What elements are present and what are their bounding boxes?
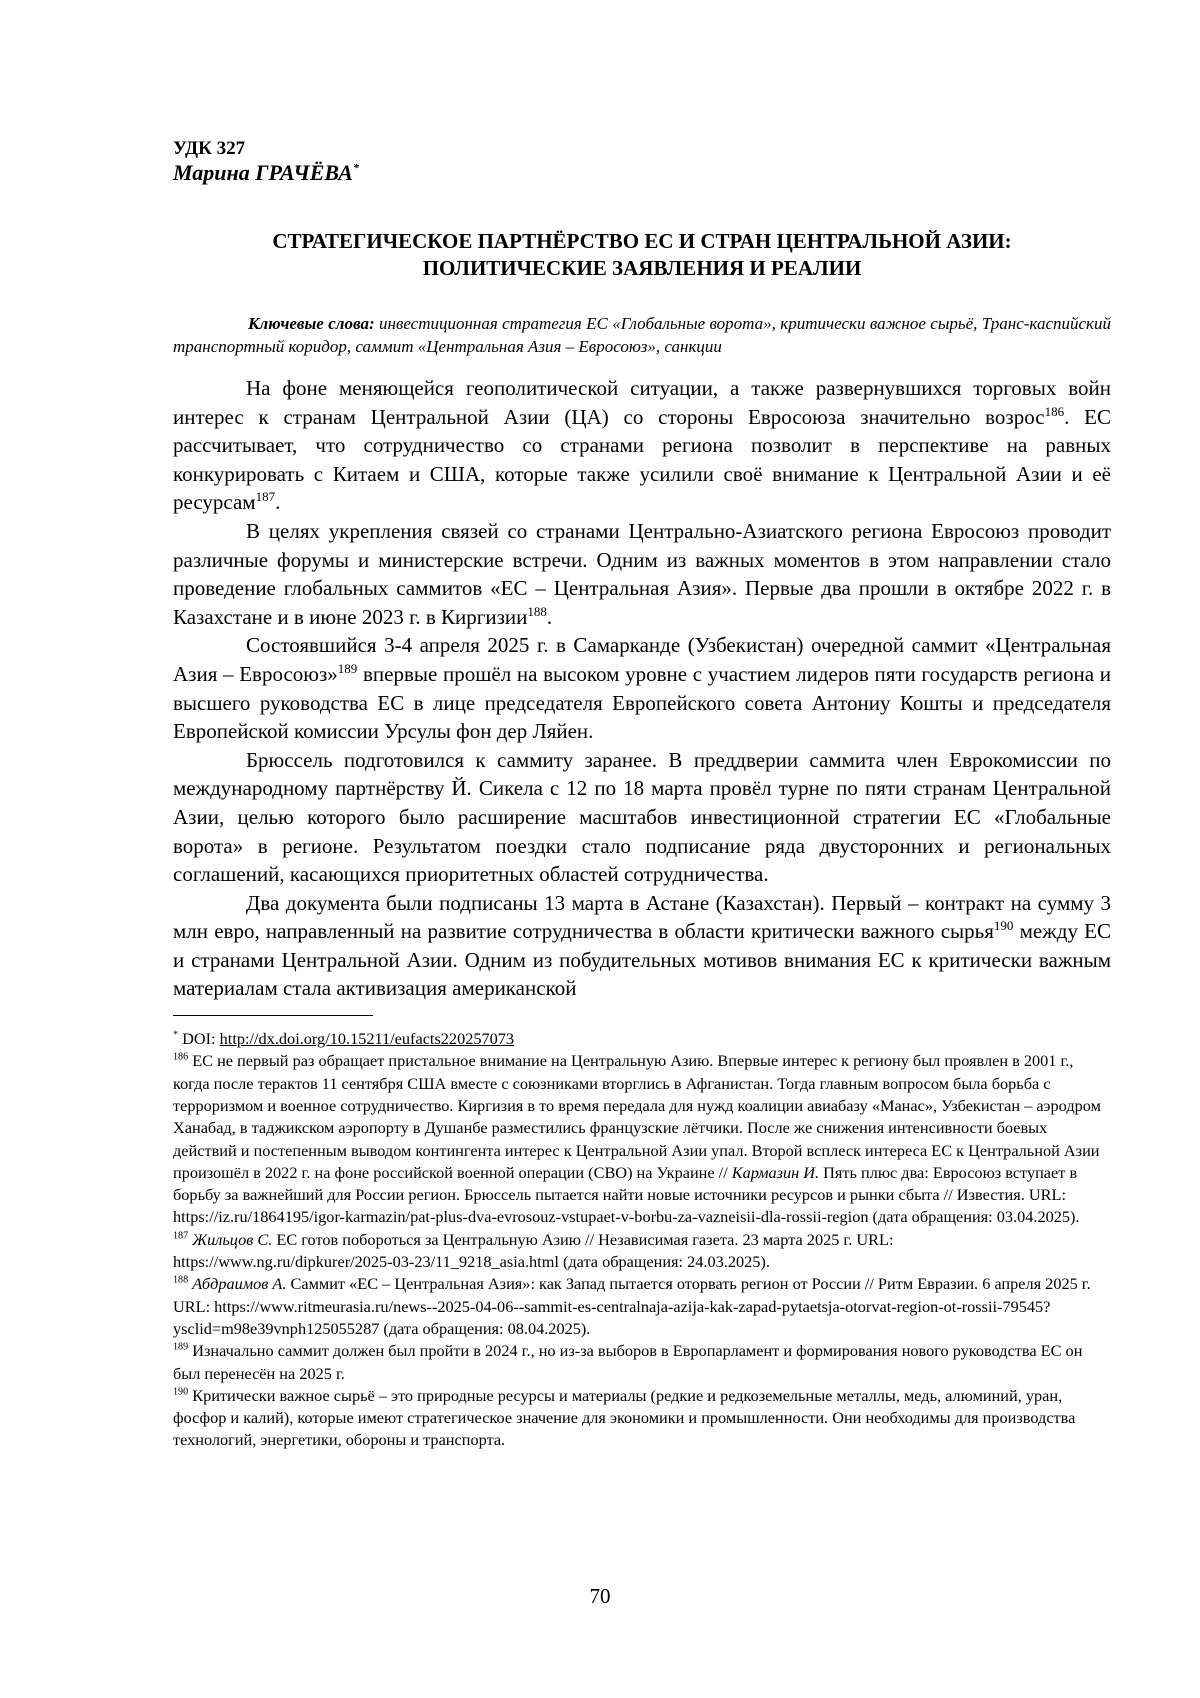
paragraph-2-text-a: В целях укрепления связей со странами Центрально-Азиатского региона Евросоюз проводит различные форумы и министерские встречи. Одним из важных моментов в этом направлении стало проведение глобальных саммитов «ЕС – Центральная Азия». Первые два прошли в октябре 2022 г. в Казахстане и в июне 2023 г. в Киргизии: [173, 518, 1111, 629]
footnote-ref-190[interactable]: 190: [993, 918, 1014, 934]
footnote-186-number: 186: [173, 1051, 189, 1063]
footnote-ref-188[interactable]: 188: [527, 603, 547, 619]
footnote-190: [173, 1385, 1111, 1452]
udk-code: УДК 327: [173, 138, 246, 159]
footnote-doi: [173, 1028, 1111, 1050]
paragraph-1-text-b: . ЕС рассчитывает, что сотрудничество со странами региона позволит в перспективе на равных конкурировать с Китаем и США, которые также усилили своё внимание к Центральной Азии и её ресурсам: [173, 404, 1111, 515]
footnote-188: [173, 1273, 1111, 1340]
article-title: [173, 228, 1111, 282]
keywords-label: Ключевые слова:: [248, 314, 375, 333]
paragraph-3-text-b: впервые прошёл на высоком уровне с участием лидеров пяти государств региона и высшего руководства ЕС в лице председателя Европейского совета Антониу Кошты и председателя Европейской комиссии Урсулы фон дер Ляйен.: [173, 661, 1111, 744]
footnote-186-author: Кармазин И.: [731, 1162, 820, 1182]
footnote-186-text-a: ЕС не первый раз обращает пристальное внимание на Центральную Азию. Впервые интерес к региону был проявлен в 2001 г., когда после терактов 11 сентября США вместе с союзниками вторглись в Афганистан. Тогда главным вопросом была борьба с терроризмом и военное сотрудничество. Киргизия в то время передала для нужд коалиции авиабазу «Манас», Узбекистан – аэродром Ханабад, в таджикском аэропорту в Душанбе разместились французские лётчики. После же снижения интенсивности боевых действий и постепенным выводом контингента интерес к Центральной Азии упал. Второй всплеск интереса ЕС к Центральной Азии произошёл в 2022 г. на фоне российской военной операции (СВО) на Украине //: [173, 1051, 1101, 1182]
paragraph-5: [173, 889, 1111, 1003]
footnote-189-number: 189: [173, 1341, 189, 1353]
footnote-188-text: Саммит «ЕС – Центральная Азия»: как Запад пытается оторвать регион от России // Ритм Евразии. 6 апреля 2025 г. URL: https://www.ritmeurasia.ru/news--2025-04-06--sammit-es-centralnaja-azija-kak-zapad-pytaetsja-otorvat-region-ot-rossii-79545?ysclid=m98e39vnph125055287 (дата обращения: 08.04.2025).: [173, 1274, 1091, 1338]
footnote-doi-mark: *: [173, 1029, 179, 1041]
article-body: [173, 374, 1111, 1003]
page-number: 70: [589, 1584, 611, 1608]
footnote-ref-186[interactable]: 186: [1044, 403, 1065, 419]
footnote-188-author: Абдраимов А.: [192, 1274, 287, 1294]
footnote-188-number: 188: [173, 1274, 189, 1286]
footnote-189: [173, 1340, 1111, 1385]
paragraph-2: [173, 517, 1111, 631]
footnote-186-text-b: Пять плюс два: Евросоюз вступает в борьбу за важнейший для России регион. Брюссель пытается найти новые источники ресурсов и рынки сбыта // Известия. URL: https://iz.ru/1864195/igor-karmazin/pat-plus-dva-evrosouz-vstupaet-v-borbu-za-vazneisii-dla-rossii-region (дата обращения: 03.04.2025).: [173, 1162, 1080, 1227]
doi-link[interactable]: http://dx.doi.org/10.15211/eufacts220257073: [219, 1029, 515, 1049]
article-title-line-2: ПОЛИТИЧЕСКИЕ ЗАЯВЛЕНИЯ И РЕАЛИИ: [422, 256, 862, 280]
author-name-text: Марина ГРАЧЁВА: [173, 160, 353, 185]
footnote-ref-187[interactable]: 187: [255, 489, 276, 505]
footnotes: [173, 1028, 1111, 1452]
article-title-line-1: СТРАТЕГИЧЕСКОЕ ПАРТНЁРСТВО ЕС И СТРАН ЦЕНТРАЛЬНОЙ АЗИИ:: [272, 229, 1012, 253]
footnote-190-number: 190: [173, 1386, 189, 1398]
footnote-187-text: ЕС готов побороться за Центральную Азию // Независимая газета. 23 марта 2025 г. URL: https://www.ng.ru/dipkurer/2025-03-23/11_9218_asia.html (дата обращения: 24.03.2025).: [173, 1229, 894, 1272]
footnote-187: [173, 1229, 1111, 1274]
paragraph-3-text-a: Состоявшийся 3-4 апреля 2025 г. в Самарканде (Узбекистан) очередной саммит «Центральная Азия – Евросоюз»: [173, 633, 1111, 686]
paragraph-3: [173, 631, 1111, 745]
keywords-text: инвестиционная стратегия ЕС «Глобальные ворота», критически важное сырьё, Транс-каспийский транспортный коридор, саммит «Центральная Азия – Евросоюз», санкции: [173, 314, 1111, 356]
paragraph-5-text-b: между ЕС и странами Центральной Азии. Одним из побудительных мотивов внимания ЕС к критически важным материалам стала активизация американской: [173, 919, 1112, 1001]
footnote-186: [173, 1050, 1111, 1228]
author-name: [173, 160, 1111, 186]
paragraph-1: [173, 374, 1111, 517]
keywords: [173, 312, 1111, 358]
paragraph-1-text-a: На фоне меняющейся геополитической ситуации, а также развернувшихся торговых войн интерес к странам Центральной Азии (ЦА) со стороны Евросоюза значительно возрос: [173, 376, 1111, 429]
footnote-187-author: Жильцов С.: [192, 1229, 273, 1249]
footnote-190-text: Критически важное сырьё – это природные ресурсы и материалы (редкие и редкоземельные металлы, медь, алюминий, уран, фосфор и калий), которые имеют стратегическое значение для экономики и промышленности. Они необходимы для производства технологий, энергетики, обороны и транспорта.: [173, 1385, 1076, 1450]
footnote-separator: [173, 1015, 373, 1016]
paragraph-5-text-a: Два документа были подписаны 13 марта в Астане (Казахстан). Первый – контракт на сумму 3 млн евро, направленный на развитие сотрудничества в области критически важного сырья: [173, 890, 1111, 944]
paragraph-4: Брюссель подготовился к саммиту заранее. В преддверии саммита член Еврокомиссии по международному партнёрству Й. Сикела с 12 по 18 марта провёл турне по пяти странам Центральной Азии, целью которого было расширение масштабов инвестиционной стратегии ЕС «Глобальные ворота» в регионе. Результатом поездки стало подписание ряда двусторонних и региональных соглашений, касающихся приоритетных областей сотрудничества.: [173, 747, 1111, 887]
footnote-189-text: Изначально саммит должен был пройти в 2024 г., но из-за выборов в Европарламент и формирования нового руководства ЕС он был перенесён на 2025 г.: [173, 1341, 1083, 1383]
author-footnote-mark: *: [352, 160, 359, 175]
footnote-doi-label: DOI:: [178, 1029, 220, 1049]
footnote-ref-189[interactable]: 189: [337, 660, 358, 676]
paragraph-2-text-b: .: [546, 604, 553, 629]
article: [173, 138, 1111, 1452]
paragraph-1-text-c: .: [275, 490, 281, 515]
footnote-187-number: 187: [173, 1230, 189, 1242]
